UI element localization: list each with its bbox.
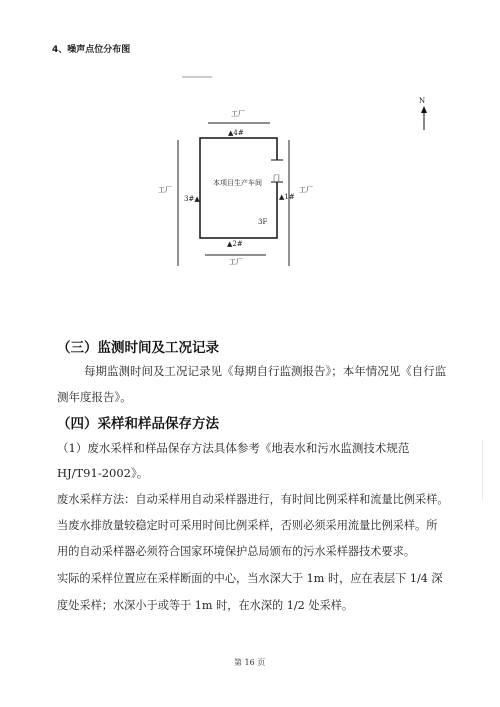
door-label: 门 [273,174,280,182]
section-4-line: HJ/T91-2002》。 [57,466,149,480]
section-4-line: 实际的采样位置应在采样断面的中心，当水深大于 1m 时，应在表层下 1/4 深 [57,572,443,585]
section-3-title: （三）监测时间及工况记录 [57,340,219,356]
section-4-line: 废水采样方法：自动采样用自动采样器进行，有时间比例采样和流量比例采样。 [57,493,449,506]
noise-point-2: ▲2# [227,240,243,248]
floor-label: 3F [258,218,268,226]
workshop-label: 本项目生产车间 [213,179,262,187]
label-factory-bottom: 工厂 [229,258,243,266]
label-factory-top: 工厂 [231,110,245,118]
section-4-line: （1）废水采样和样品保存方法具体参考《地表水和污水监测技术规范 [57,441,410,455]
label-factory-right: 工厂 [299,186,313,194]
north-arrow-icon [421,106,427,113]
north-label: N [419,97,426,105]
noise-point-4: ▲4# [228,129,244,137]
section-heading-noise-map: 4、噪声点位分布图 [52,45,131,55]
section-3-paragraph-line2: 测年度报告》。 [57,390,132,404]
section-4-line: 度处采样；水深小于或等于 1m 时，在水深的 1/2 处采样。 [57,599,354,612]
section-4-title: （四）采样和样品保存方法 [57,416,219,432]
edge-stamp-mark [482,440,497,500]
noise-point-1: ▲1# [279,193,295,201]
noise-point-3: 3#▲ [184,195,200,203]
section-4-line: 用的自动采样器必须符合国家环境保护总局颁布的污水采样器技术要求。 [57,545,416,558]
section-3-paragraph-line1: 每期监测时间及工况记录见《每期自行监测报告》；本年情况见《自行监 [84,364,447,378]
page-number: 第 16 页 [234,658,266,667]
noise-point-diagram [0,0,500,310]
label-factory-left: 工厂 [158,186,172,194]
section-4-line: 当废水排放量较稳定时可采用时间比例采样，否则必须采用流量比例采样。所 [57,519,438,532]
